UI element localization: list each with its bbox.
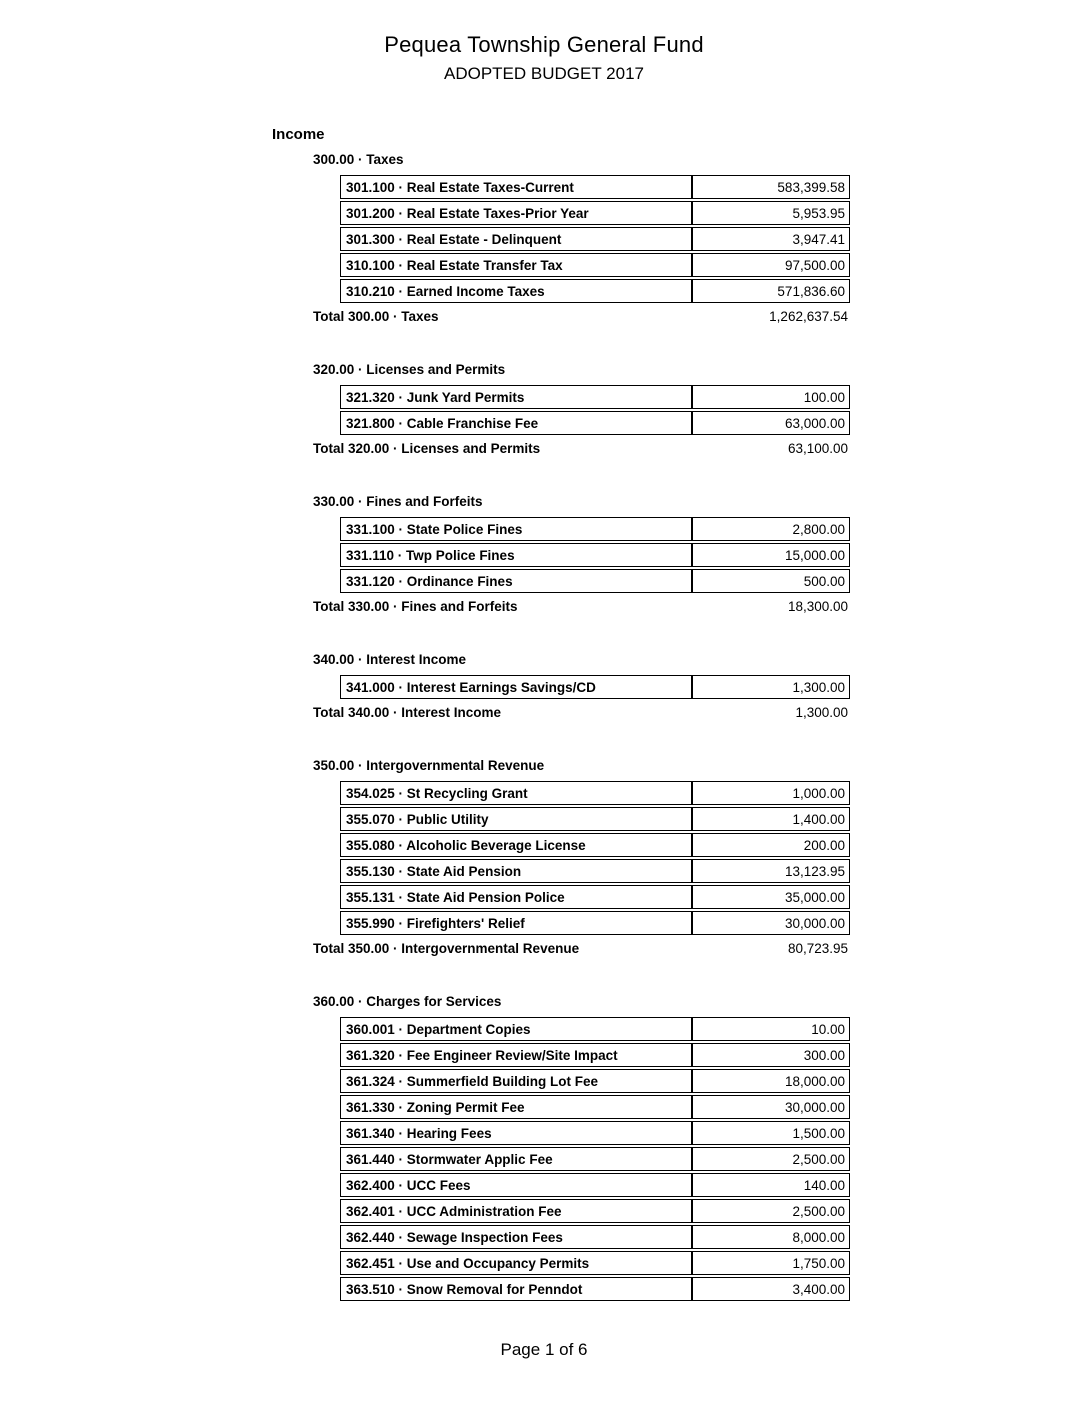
line-item-row (340, 517, 850, 541)
amount-value: 10.00 (691, 1018, 849, 1040)
section-heading: 340.00 · Interest Income (313, 652, 467, 667)
line-item-row (340, 385, 850, 409)
account-label: 355.990 · Firefighters' Relief (346, 915, 525, 931)
account-label: 355.080 · Alcoholic Beverage License (346, 837, 586, 853)
section-total-label: Total 320.00 · Licenses and Permits (313, 441, 541, 456)
account-label: 321.320 · Junk Yard Permits (346, 389, 525, 405)
sections (313, 152, 850, 1301)
amount-value: 1,300.00 (691, 676, 849, 698)
section-heading: 300.00 · Taxes (313, 152, 404, 167)
amount-value: 300.00 (691, 1044, 849, 1066)
amount-value: 3,400.00 (691, 1278, 849, 1300)
line-item-table (340, 385, 850, 435)
line-item-table (340, 781, 850, 935)
amount-value: 13,123.95 (691, 860, 849, 882)
amount-value: 8,000.00 (691, 1226, 849, 1248)
account-label: 355.070 · Public Utility (346, 811, 489, 827)
line-item-row (340, 543, 850, 567)
amount-value: 100.00 (691, 386, 849, 408)
amount-value: 1,000.00 (691, 782, 849, 804)
section-total-amount: 1,300.00 (795, 705, 848, 720)
account-label: 361.340 · Hearing Fees (346, 1125, 492, 1141)
line-item-table (340, 175, 850, 303)
amount-value: 2,500.00 (691, 1148, 849, 1170)
amount-value: 97,500.00 (691, 254, 849, 276)
account-label: 361.330 · Zoning Permit Fee (346, 1099, 525, 1115)
line-item-row (340, 885, 850, 909)
amount-value: 5,953.95 (691, 202, 849, 224)
document-title: Pequea Township General Fund (384, 32, 704, 57)
income-heading: Income (272, 126, 325, 143)
amount-value: 30,000.00 (691, 1096, 849, 1118)
budget-section (313, 152, 850, 324)
amount-value: 30,000.00 (691, 912, 849, 934)
account-label: 362.451 · Use and Occupancy Permits (346, 1255, 590, 1271)
line-item-row (340, 1043, 850, 1067)
line-item-row (340, 675, 850, 699)
account-label: 362.400 · UCC Fees (346, 1177, 471, 1193)
budget-section (313, 652, 850, 720)
amount-value: 3,947.41 (691, 228, 849, 250)
section-total-row (313, 441, 850, 456)
amount-value: 583,399.58 (691, 176, 849, 198)
section-total-amount: 18,300.00 (787, 599, 848, 614)
line-item-row (340, 253, 850, 277)
amount-value: 18,000.00 (691, 1070, 849, 1092)
amount-value: 2,500.00 (691, 1200, 849, 1222)
section-total-label: Total 300.00 · Taxes (313, 309, 439, 324)
section-total-label: Total 340.00 · Interest Income (313, 705, 502, 720)
line-item-row (340, 911, 850, 935)
line-item-row (340, 859, 850, 883)
section-total-row (313, 309, 850, 324)
budget-section (313, 362, 850, 456)
section-total-amount: 1,262,637.54 (769, 309, 848, 324)
line-item-row (340, 833, 850, 857)
section-heading: 350.00 · Intergovernmental Revenue (313, 758, 545, 773)
account-label: 331.110 · Twp Police Fines (346, 547, 515, 563)
line-item-table (340, 1017, 850, 1301)
budget-section (313, 758, 850, 956)
line-item-table (340, 517, 850, 593)
account-label: 301.100 · Real Estate Taxes-Current (346, 179, 574, 195)
account-label: 301.200 · Real Estate Taxes-Prior Year (346, 205, 589, 221)
page-footer: Page 1 of 6 (500, 1340, 588, 1359)
section-total-label: Total 350.00 · Intergovernmental Revenue (313, 941, 580, 956)
amount-value: 571,836.60 (691, 280, 849, 302)
account-label: 331.100 · State Police Fines (346, 521, 523, 537)
account-label: 321.800 · Cable Franchise Fee (346, 415, 539, 431)
document-subtitle: ADOPTED BUDGET 2017 (444, 64, 644, 83)
account-label: 301.300 · Real Estate - Delinquent (346, 231, 562, 247)
line-item-row (340, 807, 850, 831)
line-item-row (340, 279, 850, 303)
amount-value: 1,400.00 (691, 808, 849, 830)
account-label: 341.000 · Interest Earnings Savings/CD (346, 679, 596, 695)
line-item-row (340, 1017, 850, 1041)
account-label: 310.210 · Earned Income Taxes (346, 283, 545, 299)
line-item-row (340, 1251, 850, 1275)
section-heading: 320.00 · Licenses and Permits (313, 362, 506, 377)
line-item-row (340, 1069, 850, 1093)
account-label: 360.001 · Department Copies (346, 1021, 531, 1037)
line-item-row (340, 1225, 850, 1249)
account-label: 361.440 · Stormwater Applic Fee (346, 1151, 553, 1167)
amount-value: 1,500.00 (691, 1122, 849, 1144)
line-item-row (340, 569, 850, 593)
amount-value: 1,750.00 (691, 1252, 849, 1274)
account-label: 331.120 · Ordinance Fines (346, 573, 513, 589)
line-item-row (340, 781, 850, 805)
budget-section (313, 994, 850, 1301)
amount-value: 200.00 (691, 834, 849, 856)
line-item-row (340, 201, 850, 225)
amount-value: 63,000.00 (691, 412, 849, 434)
section-total-amount: 80,723.95 (787, 941, 848, 956)
line-item-row (340, 175, 850, 199)
section-total-label: Total 330.00 · Fines and Forfeits (313, 599, 518, 614)
account-label: 362.401 · UCC Administration Fee (346, 1203, 562, 1219)
section-total-row (313, 599, 850, 614)
account-label: 363.510 · Snow Removal for Penndot (346, 1281, 583, 1297)
line-item-row (340, 1095, 850, 1119)
section-heading: 360.00 · Charges for Services (313, 994, 502, 1009)
amount-value: 35,000.00 (691, 886, 849, 908)
line-item-row (340, 411, 850, 435)
line-item-row (340, 1147, 850, 1171)
budget-section (313, 494, 850, 614)
account-label: 310.100 · Real Estate Transfer Tax (346, 257, 563, 273)
section-total-row (313, 705, 850, 720)
account-label: 355.131 · State Aid Pension Police (346, 889, 565, 905)
line-item-row (340, 1173, 850, 1197)
account-label: 355.130 · State Aid Pension (346, 863, 522, 879)
section-total-row (313, 941, 850, 956)
account-label: 354.025 · St Recycling Grant (346, 785, 528, 801)
amount-value: 2,800.00 (691, 518, 849, 540)
account-label: 361.324 · Summerfield Building Lot Fee (346, 1073, 599, 1089)
amount-value: 15,000.00 (691, 544, 849, 566)
line-item-row (340, 1199, 850, 1223)
section-total-amount: 63,100.00 (787, 441, 848, 456)
line-item-row (340, 227, 850, 251)
account-label: 361.320 · Fee Engineer Review/Site Impact (346, 1047, 618, 1063)
section-heading: 330.00 · Fines and Forfeits (313, 494, 483, 509)
account-label: 362.440 · Sewage Inspection Fees (346, 1229, 563, 1245)
line-item-table (340, 675, 850, 699)
amount-value: 500.00 (691, 570, 849, 592)
line-item-row (340, 1121, 850, 1145)
amount-value: 140.00 (691, 1174, 849, 1196)
line-item-row (340, 1277, 850, 1301)
